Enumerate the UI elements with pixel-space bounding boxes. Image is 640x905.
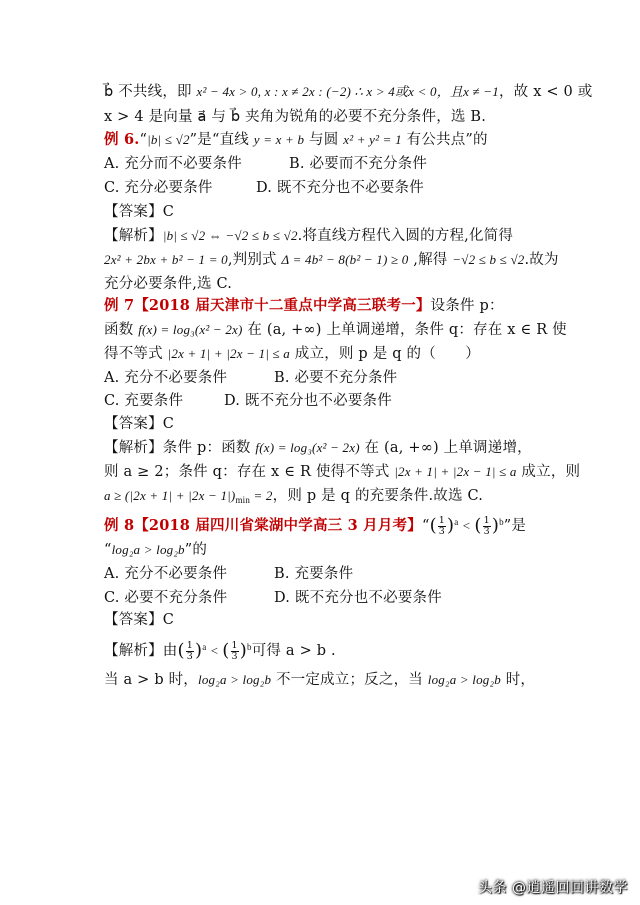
- text: 时，: [500, 672, 536, 688]
- text: 得不等式: [104, 346, 168, 362]
- numerator: 1: [438, 514, 446, 526]
- ex7-options-cd: [104, 389, 564, 413]
- ex8-answer: 【答案】C: [104, 612, 175, 628]
- paren: ): [239, 640, 248, 661]
- text: 函数: [104, 322, 139, 338]
- ex6-options-ab: [104, 152, 564, 176]
- math: |b| ≤ √2 ⇔ −√2 ≤ b ≤ √2: [162, 228, 298, 243]
- math: x² − 4x > 0, x : x ≠ 2x : (−2) ∴ x > 4或x < 0，且x ≠ −1: [196, 84, 499, 99]
- math: y = x + b: [253, 132, 305, 147]
- ex6-solution-3: 充分必要条件,选 C.: [104, 276, 233, 292]
- ex7-solution-2: [104, 460, 581, 484]
- math: log₂a > log₂b: [198, 672, 272, 687]
- text: ”是“直线: [189, 132, 254, 148]
- text: 与圆: [304, 132, 344, 148]
- ex7-option-a: A. 充分不必要条件: [104, 370, 228, 386]
- numerator: 1: [186, 639, 193, 651]
- ex6-options-cd: [104, 176, 564, 200]
- ex7-label: 例 7【2018 届天津市十二重点中学高三联考一】: [104, 297, 431, 314]
- denominator: 3: [231, 650, 238, 662]
- ex7-option-b: B. 必要不充分条件: [274, 370, 398, 386]
- math: log₂a > log₂b: [427, 672, 501, 687]
- text: 成立，则 p 是 q 的（ ）: [290, 346, 481, 362]
- math: |2x + 1| + |2x − 1| ≤ a: [167, 346, 290, 361]
- ex8-line-2: [104, 538, 564, 562]
- exponent: b: [247, 642, 252, 652]
- math: f(x) = log₃(x² − 2x): [255, 440, 360, 455]
- numerator: 1: [231, 639, 238, 651]
- text: 在 (a, +∞) 上单调递增，: [359, 440, 532, 456]
- math: |2x + 1| + |2x − 1| ≤ a: [394, 464, 517, 479]
- ex8-option-a: A. 充分不必要条件: [104, 566, 228, 582]
- ex7-line-2: [104, 318, 567, 342]
- paren: (: [474, 515, 482, 536]
- ex6-stem: [104, 128, 564, 152]
- watermark: 头条 @逍遥回回讲数学: [478, 880, 628, 896]
- paren: (: [177, 640, 185, 661]
- text: ，故 x < 0 或: [498, 84, 593, 100]
- ex8-option-d: D. 既不充分也不必要条件: [274, 590, 442, 606]
- text: ”的: [184, 542, 208, 558]
- text: ”是: [503, 518, 527, 534]
- numerator: 1: [483, 514, 490, 526]
- ex8-solution-2: [104, 668, 564, 692]
- paren: (: [429, 515, 437, 536]
- math: 2x² + 2bx + b² − 1 = 0: [104, 252, 228, 267]
- math-subscript: min: [235, 495, 251, 505]
- text: 在 (a, +∞) 上单调递增，条件 q：存在 x ∈ R 使: [242, 322, 567, 338]
- math: Δ = 4b² − 8(b² − 1) ≥ 0: [281, 252, 409, 267]
- text: ,解得: [408, 252, 453, 268]
- text: b⃗ 不共线，即: [104, 84, 197, 100]
- text: 【解析】: [104, 228, 163, 244]
- paren: ): [491, 515, 500, 536]
- math: −√2 ≤ b ≤ √2: [452, 252, 525, 267]
- denominator: 3: [483, 525, 490, 537]
- prev-line-1: [104, 80, 593, 104]
- ex6-label: 例 6.: [104, 131, 140, 148]
- ex6-option-d: D. 既不充分也不必要条件: [256, 180, 424, 196]
- text: .将直线方程代入圆的方程,化简得: [297, 228, 514, 244]
- ex6-option-b: B. 必要而不充分条件: [289, 156, 428, 172]
- fraction: [186, 641, 194, 662]
- text: 当 a > b 时，: [104, 672, 199, 688]
- ex6-solution-1: [104, 224, 564, 248]
- text: 则 a ≥ 2；条件 q：存在 x ∈ R 使得不等式: [104, 464, 395, 480]
- ex6-answer: 【答案】C: [104, 204, 175, 220]
- text: 成立，则: [516, 464, 581, 480]
- ex8-stem: [104, 510, 564, 538]
- math: a ≥ (|2x + 1| + |2x − 1|): [104, 488, 236, 503]
- text: ,判别式: [227, 252, 282, 268]
- ex7-option-d: D. 既不充分也不必要条件: [224, 393, 392, 409]
- text: 【解析】条件 p：函数: [104, 440, 256, 456]
- text: ，则 p 是 q 的充要条件.故选 C.: [272, 488, 484, 504]
- math: x² + y² = 1: [343, 132, 402, 147]
- prev-line-2: x > 4 是向量 a⃗ 与 b⃗ 夹角为锐角的必要不充分条件，选 B.: [104, 109, 487, 125]
- paren: ): [447, 515, 455, 536]
- ex7-option-c: C. 充要条件: [104, 393, 184, 409]
- ex8-label: 例 8【2018 届四川省棠湖中学高三 3 月月考】: [104, 517, 422, 534]
- text: 可得 a > b .: [251, 643, 336, 659]
- ex7-solution-3: [104, 484, 564, 512]
- denominator: 3: [438, 525, 446, 537]
- math: <: [206, 643, 223, 658]
- text: .故为: [524, 252, 559, 268]
- ex7-solution-1: [104, 436, 564, 460]
- math: |b| ≤ √2: [147, 132, 190, 147]
- fraction: [231, 641, 239, 662]
- ex7-options-ab: [104, 366, 564, 390]
- fraction: [483, 516, 491, 537]
- math: log₂a > log₂b: [111, 542, 185, 557]
- text: “: [104, 542, 112, 558]
- exponent: a: [202, 642, 207, 652]
- ex8-option-c: C. 必要不充分条件: [104, 590, 228, 606]
- math: = 2: [250, 488, 273, 503]
- text: 【解析】由: [104, 643, 178, 659]
- text: 设条件 p：: [430, 298, 504, 314]
- ex6-option-c: C. 充分必要条件: [104, 180, 213, 196]
- denominator: 3: [186, 650, 193, 662]
- math: <: [458, 518, 475, 533]
- math: f(x) = log₃(x² − 2x): [138, 322, 243, 337]
- text: 有公共点”的: [401, 132, 488, 148]
- text: “: [139, 132, 148, 148]
- ex6-solution-2: [104, 248, 564, 272]
- ex8-options-ab: [104, 562, 564, 586]
- ex8-option-b: B. 充要条件: [274, 566, 354, 582]
- exponent: a: [454, 517, 459, 527]
- text: 不一定成立；反之，当: [271, 672, 428, 688]
- paren: (: [222, 640, 230, 661]
- ex7-answer: 【答案】C: [104, 416, 175, 432]
- ex8-options-cd: [104, 586, 564, 610]
- ex6-option-a: A. 充分而不必要条件: [104, 156, 242, 172]
- ex8-solution-1: [104, 632, 564, 666]
- exponent: b: [499, 517, 504, 527]
- ex7-stem: [104, 294, 564, 318]
- paren: ): [194, 640, 203, 661]
- ex7-line-3: [104, 342, 564, 366]
- text: “: [421, 518, 430, 534]
- fraction: [438, 516, 446, 537]
